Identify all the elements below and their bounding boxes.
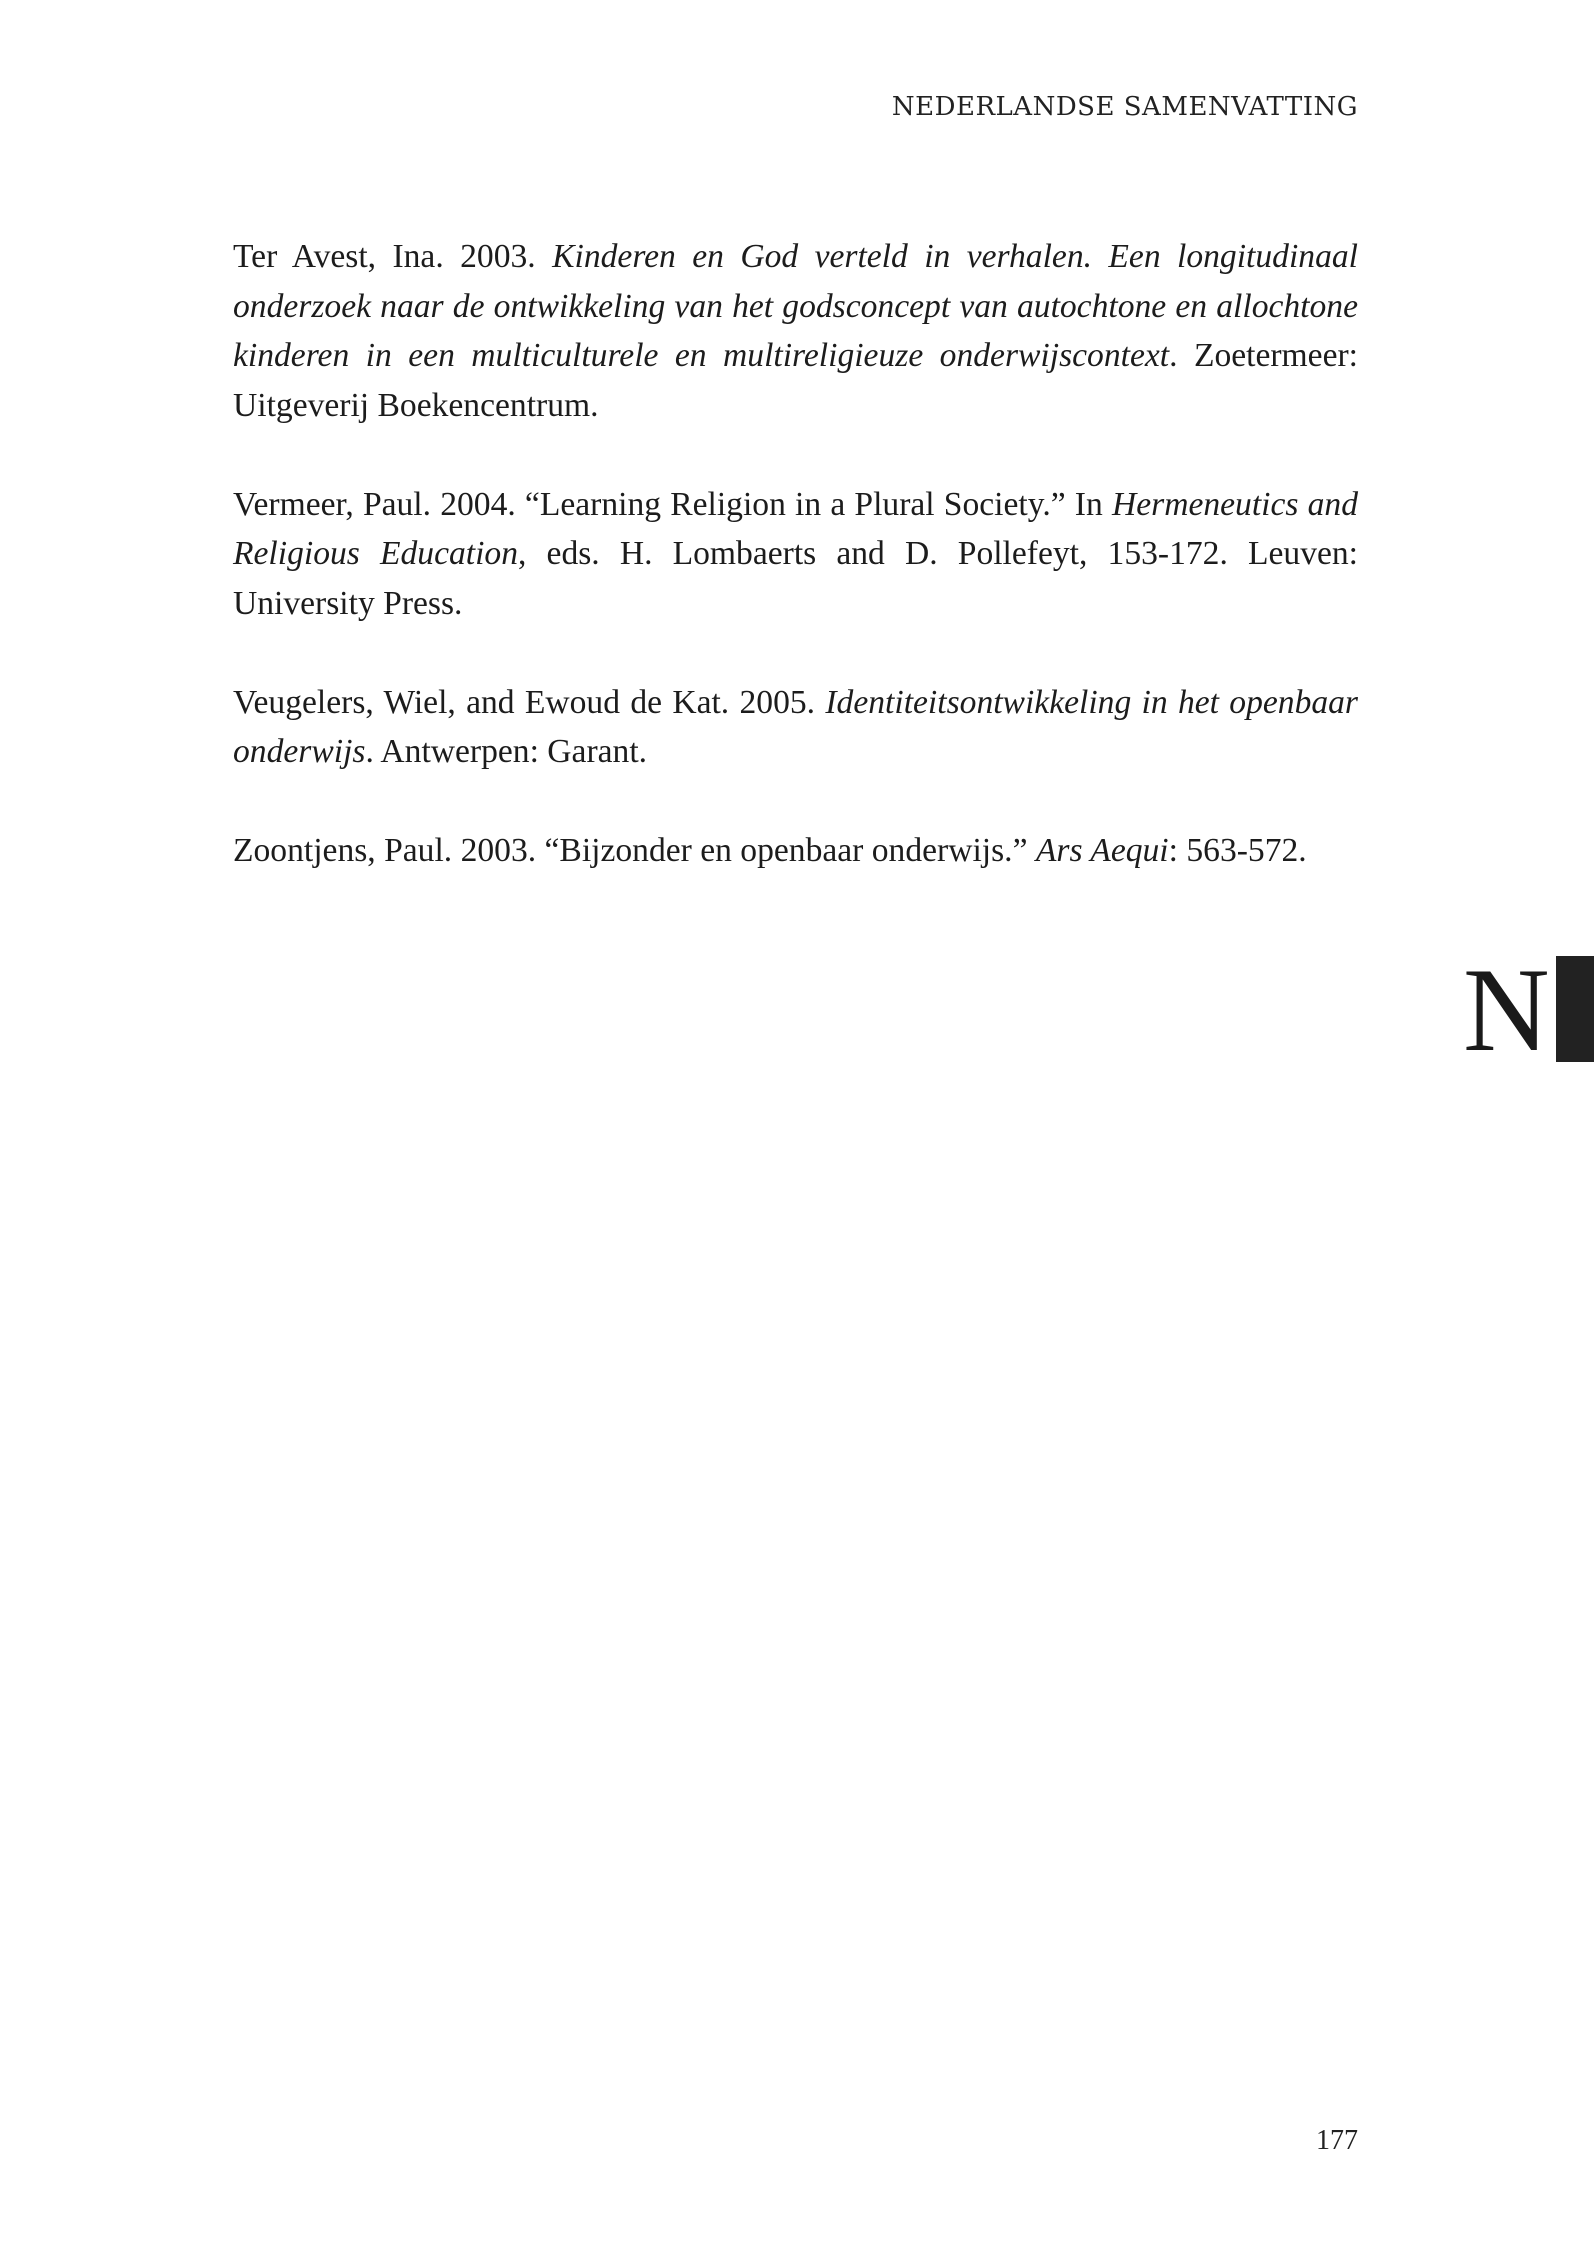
reference-text: . Zoetermeer: Uitgeverij Boekencentrum.: [233, 337, 1358, 424]
reference-text: Veugelers, Wiel, and Ewoud de Kat. 2005.: [233, 683, 826, 721]
reference-title: Kinderen en God verteld in verhalen. Een longitudinaal onderzoek naar de ontwikkeling van het godsconcept van autochtone en allochtone kinderen in een multiculturele en multireligieuze onderwijscontext: [233, 238, 1358, 374]
reference-title: Ars Aequi: [1035, 832, 1169, 869]
reference-title: Hermeneutics and Religious Education: [233, 485, 1358, 572]
reference-entry-vermeer: [233, 480, 1358, 629]
page-number: 177: [1316, 2125, 1358, 2156]
reference-text: . Antwerpen: Garant.: [365, 733, 648, 770]
reference-list: [233, 232, 1358, 925]
reference-title: Identiteitsontwikkeling in het openbaar onderwijs: [233, 683, 1359, 770]
reference-text: Vermeer, Paul. 2004. “Learning Religion in a Plural Society.” In: [233, 485, 1112, 523]
reference-text: Ter Avest, Ina. 2003.: [233, 238, 553, 275]
reference-text: : 563-572.: [1168, 832, 1307, 869]
thumb-index-tab: [1556, 956, 1594, 1062]
reference-entry-ter-avest: [233, 232, 1358, 430]
thumb-index-letter: N: [1463, 943, 1550, 1076]
reference-text: Zoontjens, Paul. 2003. “Bijzonder en openbaar onderwijs.”: [233, 832, 1036, 869]
running-head: NEDERLANDSE SAMENVATTING: [891, 92, 1358, 122]
reference-entry-veugelers: [233, 678, 1358, 777]
reference-entry-zoontjens: [233, 826, 1358, 876]
reference-text: , eds. H. Lombaerts and D. Pollefeyt, 153-172. Leuven: University Press.: [233, 535, 1359, 622]
